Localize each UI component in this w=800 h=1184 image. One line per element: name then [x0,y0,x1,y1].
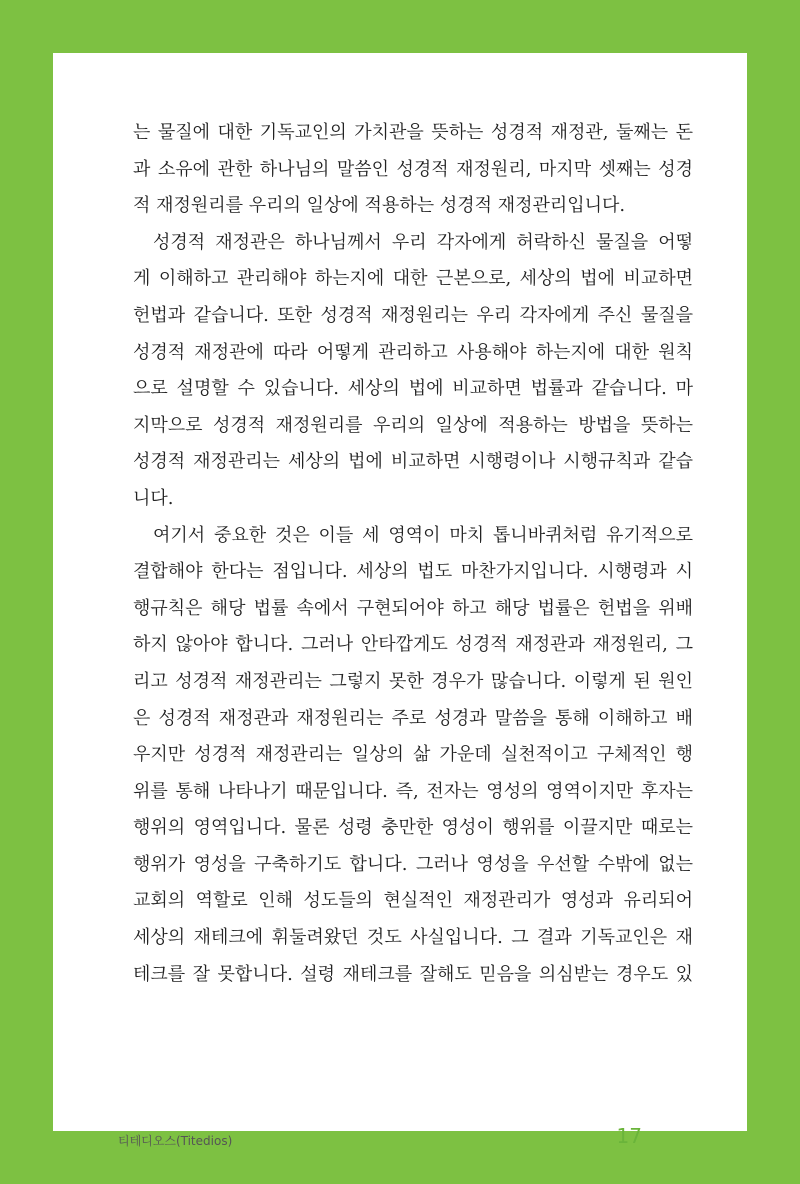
page-number: 17 [616,1124,642,1148]
text-line: 행규칙은 해당 법률 속에서 구현되어야 하고 해당 법률은 헌법을 위배 [133,597,693,619]
text-line: 과 소유에 관한 하나님의 말씀인 성경적 재정원리, 마지막 셋째는 성경 [133,158,693,180]
text-line: 하지 않아야 합니다. 그러나 안타깝게도 성경적 재정관과 재정원리, 그 [133,634,693,656]
paragraph [133,518,693,994]
running-footer-title: 티테디오스(Titedios) [118,1134,233,1148]
text-line: 지막으로 성경적 재정원리를 우리의 일상에 적용하는 방법을 뜻하는 [133,414,693,436]
text-line: 헌법과 같습니다. 또한 성경적 재정원리는 우리 각자에게 주신 물질을 [133,304,693,326]
text-line: 니다. [133,487,174,509]
text-line: 성경적 재정관은 하나님께서 우리 각자에게 허락하신 물질을 어떻 [153,231,693,253]
text-line: 성경적 재정관에 따라 어떻게 관리하고 사용해야 하는지에 대한 원칙 [133,341,693,363]
book-page [53,53,747,1148]
text-line: 테크를 잘 못합니다. 설령 재테크를 잘해도 믿음을 의심받는 경우도 있 [133,963,693,985]
text-line: 성경적 재정관리는 세상의 법에 비교하면 시행령이나 시행규칙과 같습 [133,451,693,473]
text-line: 행위가 영성을 구축하기도 합니다. 그러나 영성을 우선할 수밖에 없는 [133,853,693,875]
text-line: 행위의 영역입니다. 물론 성령 충만한 영성이 행위를 이끌지만 때로는 [133,817,693,839]
paragraph [133,115,693,225]
text-line: 결합해야 한다는 점입니다. 세상의 법도 마찬가지입니다. 시행령과 시 [133,561,693,583]
text-line: 게 이해하고 관리해야 하는지에 대한 근본으로, 세상의 법에 비교하면 [133,268,693,290]
text-line: 은 성경적 재정관과 재정원리는 주로 성경과 말씀을 통해 이해하고 배 [133,707,693,729]
text-line: 교회의 역할로 인해 성도들의 현실적인 재정관리가 영성과 유리되어 [133,890,693,912]
text-line: 으로 설명할 수 있습니다. 세상의 법에 비교하면 법률과 같습니다. 마 [133,378,693,400]
text-line: 적 재정원리를 우리의 일상에 적용하는 성경적 재정관리입니다. [133,195,626,217]
paragraph [133,225,693,518]
text-line: 리고 성경적 재정관리는 그렇지 못한 경우가 많습니다. 이렇게 된 원인 [133,670,693,692]
body-text [133,115,693,993]
text-line: 세상의 재테크에 휘둘려왔던 것도 사실입니다. 그 결과 기독교인은 재 [133,927,693,949]
text-line: 우지만 성경적 재정관리는 일상의 삶 가운데 실천적이고 구체적인 행 [133,744,693,766]
text-line: 는 물질에 대한 기독교인의 가치관을 뜻하는 성경적 재정관, 둘째는 돈 [133,122,693,143]
text-line: 위를 통해 나타나기 때문입니다. 즉, 전자는 영성의 영역이지만 후자는 [133,780,693,802]
text-line: 여기서 중요한 것은 이들 세 영역이 마치 톱니바퀴처럼 유기적으로 [153,524,693,546]
